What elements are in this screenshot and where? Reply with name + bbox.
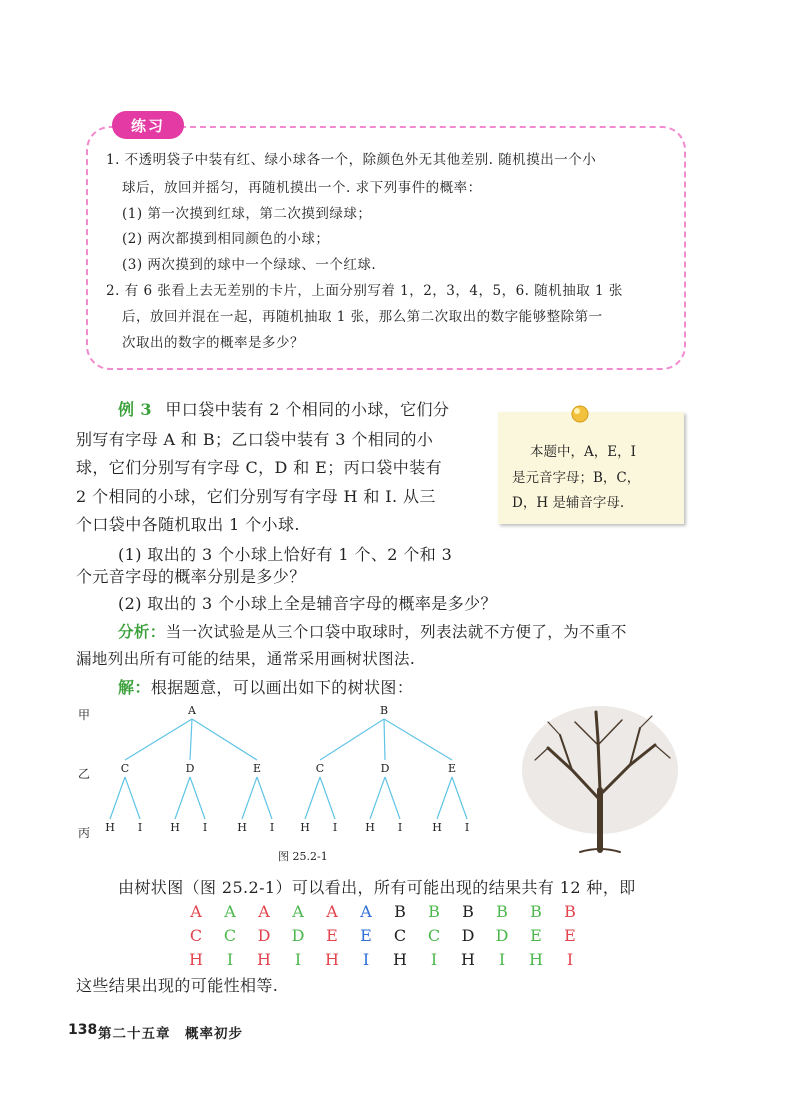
example-line: 别写有字母 A 和 B；乙口袋中装有 3 个相同的小: [76, 430, 434, 449]
practice-line: (1) 第一次摸到红球，第二次摸到绿球；: [122, 206, 372, 222]
tree-node-second: D: [185, 762, 195, 775]
tree-node-second: E: [447, 762, 457, 775]
practice-line: 1. 不透明袋子中装有红、绿小球各一个，除颜色外无其他差别. 随机摸出一个小: [106, 152, 597, 168]
example-line: 2 个相同的小球，它们分别写有字母 H 和 I. 从三: [76, 487, 436, 506]
outcome-letter: I: [362, 950, 370, 969]
level-label-yi: 乙: [78, 767, 91, 781]
outcome-letter: B: [564, 902, 576, 921]
example-line: (2) 取出的 3 个小球上全是辅音字母的概率是多少？: [118, 594, 497, 613]
outcome-letter: A: [190, 902, 202, 921]
tree-node-third: I: [137, 821, 143, 834]
tree-node-root: B: [379, 704, 389, 717]
tree-branch: [320, 719, 384, 760]
example-text: 甲口袋中装有 2 个相同的小球，它们分: [165, 400, 450, 419]
tree-node-third: H: [105, 821, 115, 834]
tree-branch: [370, 777, 385, 819]
tree-branch: [452, 777, 467, 819]
tree-branch: [110, 777, 125, 819]
tree-branch: [192, 719, 257, 760]
tree-labels: [105, 704, 469, 834]
solution-text: 根据题意，可以画出如下的树状图：: [150, 678, 414, 697]
note-line: 是元音字母；B，C，: [512, 470, 641, 486]
tree-node-second: C: [120, 762, 130, 775]
tree-node-third: I: [269, 821, 275, 834]
tree-branch: [320, 777, 335, 819]
outcome-letter: E: [326, 926, 338, 945]
tree-node-third: H: [365, 821, 375, 834]
practice-line: (2) 两次都摸到相同颜色的小球；: [122, 231, 330, 247]
outcome-letter: A: [292, 902, 304, 921]
tree-branch: [257, 777, 272, 819]
solution-label: 解：: [118, 678, 151, 697]
tree-branch: [384, 719, 452, 760]
outcome-letter: E: [360, 926, 372, 945]
tree-node-third: I: [202, 821, 208, 834]
outcome-letter: A: [360, 902, 372, 921]
outcome-letter: H: [461, 950, 475, 969]
outcome-letter: D: [257, 926, 271, 945]
tree-node-second: D: [380, 762, 390, 775]
outcome-letter: A: [326, 902, 338, 921]
level-label-bing: 丙: [78, 826, 91, 840]
tree-branch: [384, 719, 385, 760]
page-number: 138: [68, 1022, 98, 1038]
outcome-letter: I: [498, 950, 506, 969]
practice-line: 次取出的数字的概率是多少？: [122, 335, 304, 351]
chapter-title: 第二十五章 概率初步: [98, 1026, 243, 1042]
tree-node-third: H: [432, 821, 442, 834]
outcome-letter: H: [257, 950, 271, 969]
note-line: 本题中，A，E，I: [530, 444, 636, 460]
outcome-letter: B: [428, 902, 440, 921]
outcome-letter: A: [258, 902, 270, 921]
outcome-letter: I: [226, 950, 234, 969]
tree-node-third: I: [397, 821, 403, 834]
tree-branch: [437, 777, 452, 819]
practice-line: 球后，放回并摇匀，再随机摸出一个. 求下列事件的概率：: [122, 180, 482, 196]
figure-caption: 图 25.2-1: [278, 850, 328, 863]
practice-line: 2. 有 6 张看上去无差别的卡片，上面分别写着 1，2，3，4，5，6. 随机抽取 1 张: [106, 283, 623, 299]
outcome-letter: I: [566, 950, 574, 969]
note-line: D，H 是辅音字母.: [512, 495, 625, 511]
outcome-letter: D: [291, 926, 305, 945]
tree-node-root: A: [188, 704, 196, 717]
tree-node-third: H: [237, 821, 247, 834]
outcome-letter: I: [294, 950, 302, 969]
outcome-letter: B: [462, 902, 474, 921]
outcome-letter: C: [427, 926, 441, 945]
outcome-letter: D: [461, 926, 475, 945]
example-line: 个口袋中各随机取出 1 个小球.: [76, 515, 300, 534]
outcome-letter: C: [189, 926, 203, 945]
outcome-letter: H: [529, 950, 543, 969]
outcomes-intro: 由树状图（图 25.2-1）可以看出，所有可能出现的结果共有 12 种，即: [118, 878, 636, 897]
outcome-letter: H: [325, 950, 339, 969]
outcome-letter: H: [189, 950, 203, 969]
example-line: 球，它们分别写有字母 C，D 和 E；丙口袋中装有: [76, 458, 443, 477]
outcome-letter: B: [394, 902, 406, 921]
tree-branch: [242, 777, 257, 819]
outcome-letter: C: [223, 926, 237, 945]
tree-branch: [125, 777, 140, 819]
outcome-letter: H: [393, 950, 407, 969]
tree-node-third: H: [170, 821, 180, 834]
outcome-letter: B: [496, 902, 508, 921]
tree-branch: [385, 777, 400, 819]
tree-illustration: [522, 706, 678, 852]
closing-line: 这些结果出现的可能性相等.: [76, 976, 279, 995]
tree-branch: [175, 777, 190, 819]
outcome-letter: I: [430, 950, 438, 969]
analysis-line-2: 漏地列出所有可能的结果，通常采用画树状图法.: [76, 650, 416, 668]
tree-branch: [190, 719, 192, 760]
example-line: (1) 取出的 3 个小球上恰好有 1 个、2 个和 3: [118, 545, 453, 564]
outcome-letter: B: [530, 902, 542, 921]
tree-branch: [125, 719, 192, 760]
level-label-jia: 甲: [78, 708, 91, 722]
tree-branch: [305, 777, 320, 819]
tree-node-third: I: [464, 821, 470, 834]
example-label: 例 3: [118, 400, 152, 419]
outcome-letter: E: [564, 926, 576, 945]
tree-node-second: E: [252, 762, 262, 775]
example-line: 个元音字母的概率分别是多少？: [76, 567, 306, 586]
tree-lines: [110, 719, 467, 819]
tree-node-third: I: [332, 821, 338, 834]
outcome-letter: D: [495, 926, 509, 945]
outcome-letter: E: [530, 926, 542, 945]
practice-tag: 练习: [112, 111, 184, 139]
analysis-text: 当一次试验是从三个口袋中取球时，列表法就不方便了，为不重不: [165, 623, 627, 641]
outcome-letter: A: [224, 902, 236, 921]
practice-line: (3) 两次摸到的球中一个绿球、一个红球.: [122, 257, 377, 273]
outcome-letter: C: [393, 926, 407, 945]
analysis-label: 分析：: [118, 622, 166, 641]
tree-node-second: C: [315, 762, 325, 775]
tree-node-third: H: [300, 821, 310, 834]
tree-branch: [190, 777, 205, 819]
practice-line: 后，放回并混在一起，再随机抽取 1 张，那么第二次取出的数字能够整除第一: [122, 309, 603, 325]
